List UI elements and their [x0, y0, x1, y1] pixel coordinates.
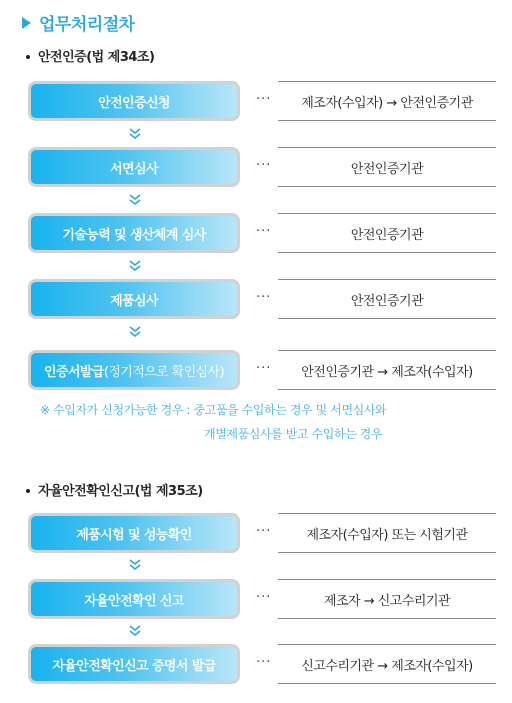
chevron-down-icon [128, 259, 142, 273]
leader-dots: ··· [256, 524, 272, 539]
step-label: 제품시험 및 성능확인 [76, 527, 192, 543]
step-cert-application [28, 81, 240, 121]
step-label-sub: (정기적으로 확인심사) [103, 364, 224, 380]
chevron-down-icon [128, 193, 142, 207]
step-actor: 제조자(수입자) → 안전인증기관 [278, 81, 496, 121]
leader-dots: ··· [256, 158, 272, 173]
step-document-review [28, 147, 240, 187]
step-capability-review [28, 213, 240, 253]
page-title-text: 업무처리절차 [39, 15, 135, 35]
step-label: 자율안전확인 신고 [84, 593, 184, 609]
step-actor: 신고수리기관 → 제조자(수입자) [278, 644, 496, 684]
page-title [22, 10, 135, 35]
section-heading-safety-cert [26, 46, 154, 65]
note-line-2: 개별제품심사를 받고 수입하는 경우 [204, 427, 383, 441]
chevron-down-icon [128, 558, 142, 572]
note-line-1: ※ 수입자가 신청가능한 경우 : 중고품을 수입하는 경우 및 서면심사와 [40, 403, 387, 417]
chevron-down-icon [128, 624, 142, 638]
leader-dots: ··· [256, 590, 272, 605]
step-actor: 제조자(수입자) 또는 시험기관 [278, 513, 496, 553]
section-heading-text: 자율안전확인신고(법 제35조) [38, 484, 203, 499]
step-actor: 안전인증기관 [278, 213, 496, 253]
step-cert-issuance [28, 350, 240, 390]
step-label: 제품심사 [110, 293, 158, 309]
leader-dots: ··· [256, 655, 272, 670]
triangle-bullet-icon [22, 17, 31, 29]
step-product-review [28, 279, 240, 319]
leader-dots: ··· [256, 290, 272, 305]
step-label: 서면심사 [110, 161, 158, 177]
leader-dots: ··· [256, 92, 272, 107]
step-label: 안전인증신청 [98, 95, 170, 111]
step-label: 자율안전확인신고 증명서 발급 [52, 658, 216, 674]
section-heading-self-confirm [26, 480, 203, 499]
step-label: 기술능력 및 생산체계 심사 [62, 227, 206, 243]
step-certificate-issue [28, 644, 240, 684]
bullet-icon [26, 55, 30, 59]
step-actor: 안전인증기관 → 제조자(수입자) [278, 350, 496, 390]
leader-dots: ··· [256, 361, 272, 376]
step-actor: 안전인증기관 [278, 147, 496, 187]
step-label: 인증서발급 [44, 364, 104, 380]
leader-dots: ··· [256, 224, 272, 239]
bullet-icon [26, 489, 30, 493]
chevron-down-icon [128, 127, 142, 141]
step-self-confirm-report [28, 579, 240, 619]
step-product-test [28, 513, 240, 553]
chevron-down-icon [128, 325, 142, 339]
section-heading-text: 안전인증(법 제34조) [38, 50, 155, 65]
step-actor: 제조자 → 신고수리기관 [278, 579, 496, 619]
step-actor: 안전인증기관 [278, 279, 496, 319]
